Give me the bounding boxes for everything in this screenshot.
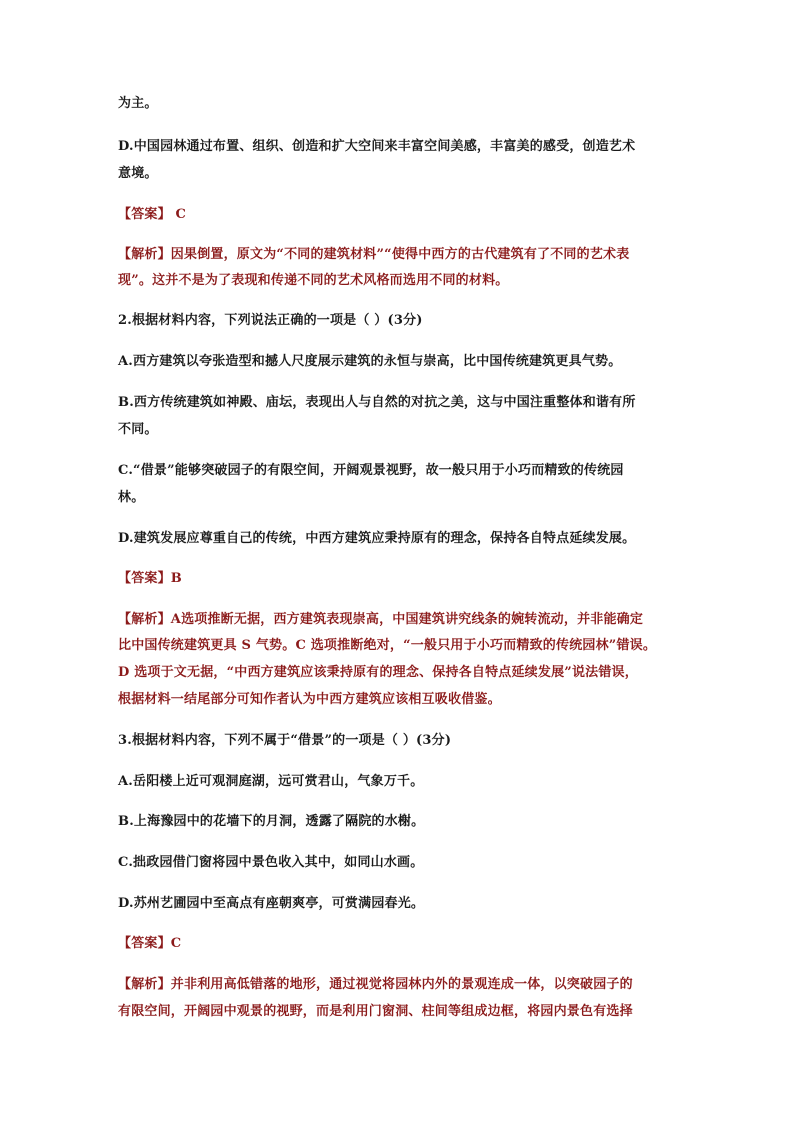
option-c-q2: C.“借景”能够突破园子的有限空间，开阔观景视野，故一般只用于小巧而精致的传统园 <box>118 463 624 478</box>
option-a-q3: A.岳阳楼上近可观洞庭湖，远可赏君山，气象万千。 <box>118 774 424 789</box>
analysis-q2-line4: 根据材料一结尾部分可知作者认为中西方建筑应该相互吸收借鉴。 <box>118 692 501 707</box>
option-b-q2: B.西方传统建筑如神殿、庙坛，表现出人与自然的对抗之美，这与中国注重整体和谐有所 <box>118 395 636 410</box>
option-c-q2-cont: 林。 <box>118 490 145 505</box>
option-a-q2: A.西方建筑以夸张造型和撼人尺度展示建筑的永恒与崇高，比中国传统建筑更具气势。 <box>118 354 622 369</box>
option-d-q1-cont: 意境。 <box>118 166 158 181</box>
option-b-q3: B.上海豫园中的花墙下的月洞，透露了隔院的水榭。 <box>118 814 425 829</box>
option-d-q3: D.苏州艺圃园中至高点有座朝爽亭，可赏满园春光。 <box>118 896 425 911</box>
analysis-q3: 【解析】并非利用高低错落的地形，通过视觉将园林内外的景观连成一体，以突破园子的 <box>118 977 633 992</box>
analysis-q1: 【解析】因果倒置，原文为“不同的建筑材料”“使得中西方的古代建筑有了不同的艺术表 <box>118 247 630 262</box>
option-c-q3: C.拙政园借门窗将园中景色收入其中，如同山水画。 <box>118 855 424 870</box>
analysis-q2-line3: D 选项于文无据，“中西方建筑应该秉持原有的理念、保持各自特点延续发展”说法错误， <box>118 665 638 680</box>
question-3: 3.根据材料内容，下列不属于“借景”的一项是（ ）(3分) <box>118 733 452 748</box>
option-b-q2-cont: 不同。 <box>118 422 158 437</box>
option-d-q1: D.中国园林通过布置、组织、创造和扩大空间来丰富空间美感，丰富美的感受，创造艺术 <box>118 139 636 154</box>
answer-q2: 【答案】B <box>118 571 182 586</box>
answer-q1: 【答案】 C <box>118 207 187 222</box>
analysis-q2-line2: 比中国传统建筑更具 S 气势。C 选项推断绝对，“一般只用于小巧而精致的传统园林”错误。 <box>118 638 657 653</box>
option-d-q2: D.建筑发展应尊重自己的传统，中西方建筑应秉持原有的理念，保持各自特点延续发展。 <box>118 531 636 546</box>
analysis-q1-cont: 现”。这并不是为了表现和传递不同的艺术风格而选用不同的材料。 <box>118 273 509 288</box>
question-2: 2.根据材料内容，下列说法正确的一项是（ ）(3分) <box>118 313 423 328</box>
answer-q3: 【答案】C <box>118 936 182 951</box>
analysis-q3-cont: 有限空间，开阔园中观景的视野，而是利用门窗洞、柱间等组成边框，将园内景色有选择 <box>118 1004 633 1019</box>
analysis-q2: 【解析】A选项推断无据，西方建筑表现崇高，中国建筑讲究线条的婉转流动，并非能确定 <box>118 612 644 627</box>
text-line-continuation: 为主。 <box>118 96 158 111</box>
